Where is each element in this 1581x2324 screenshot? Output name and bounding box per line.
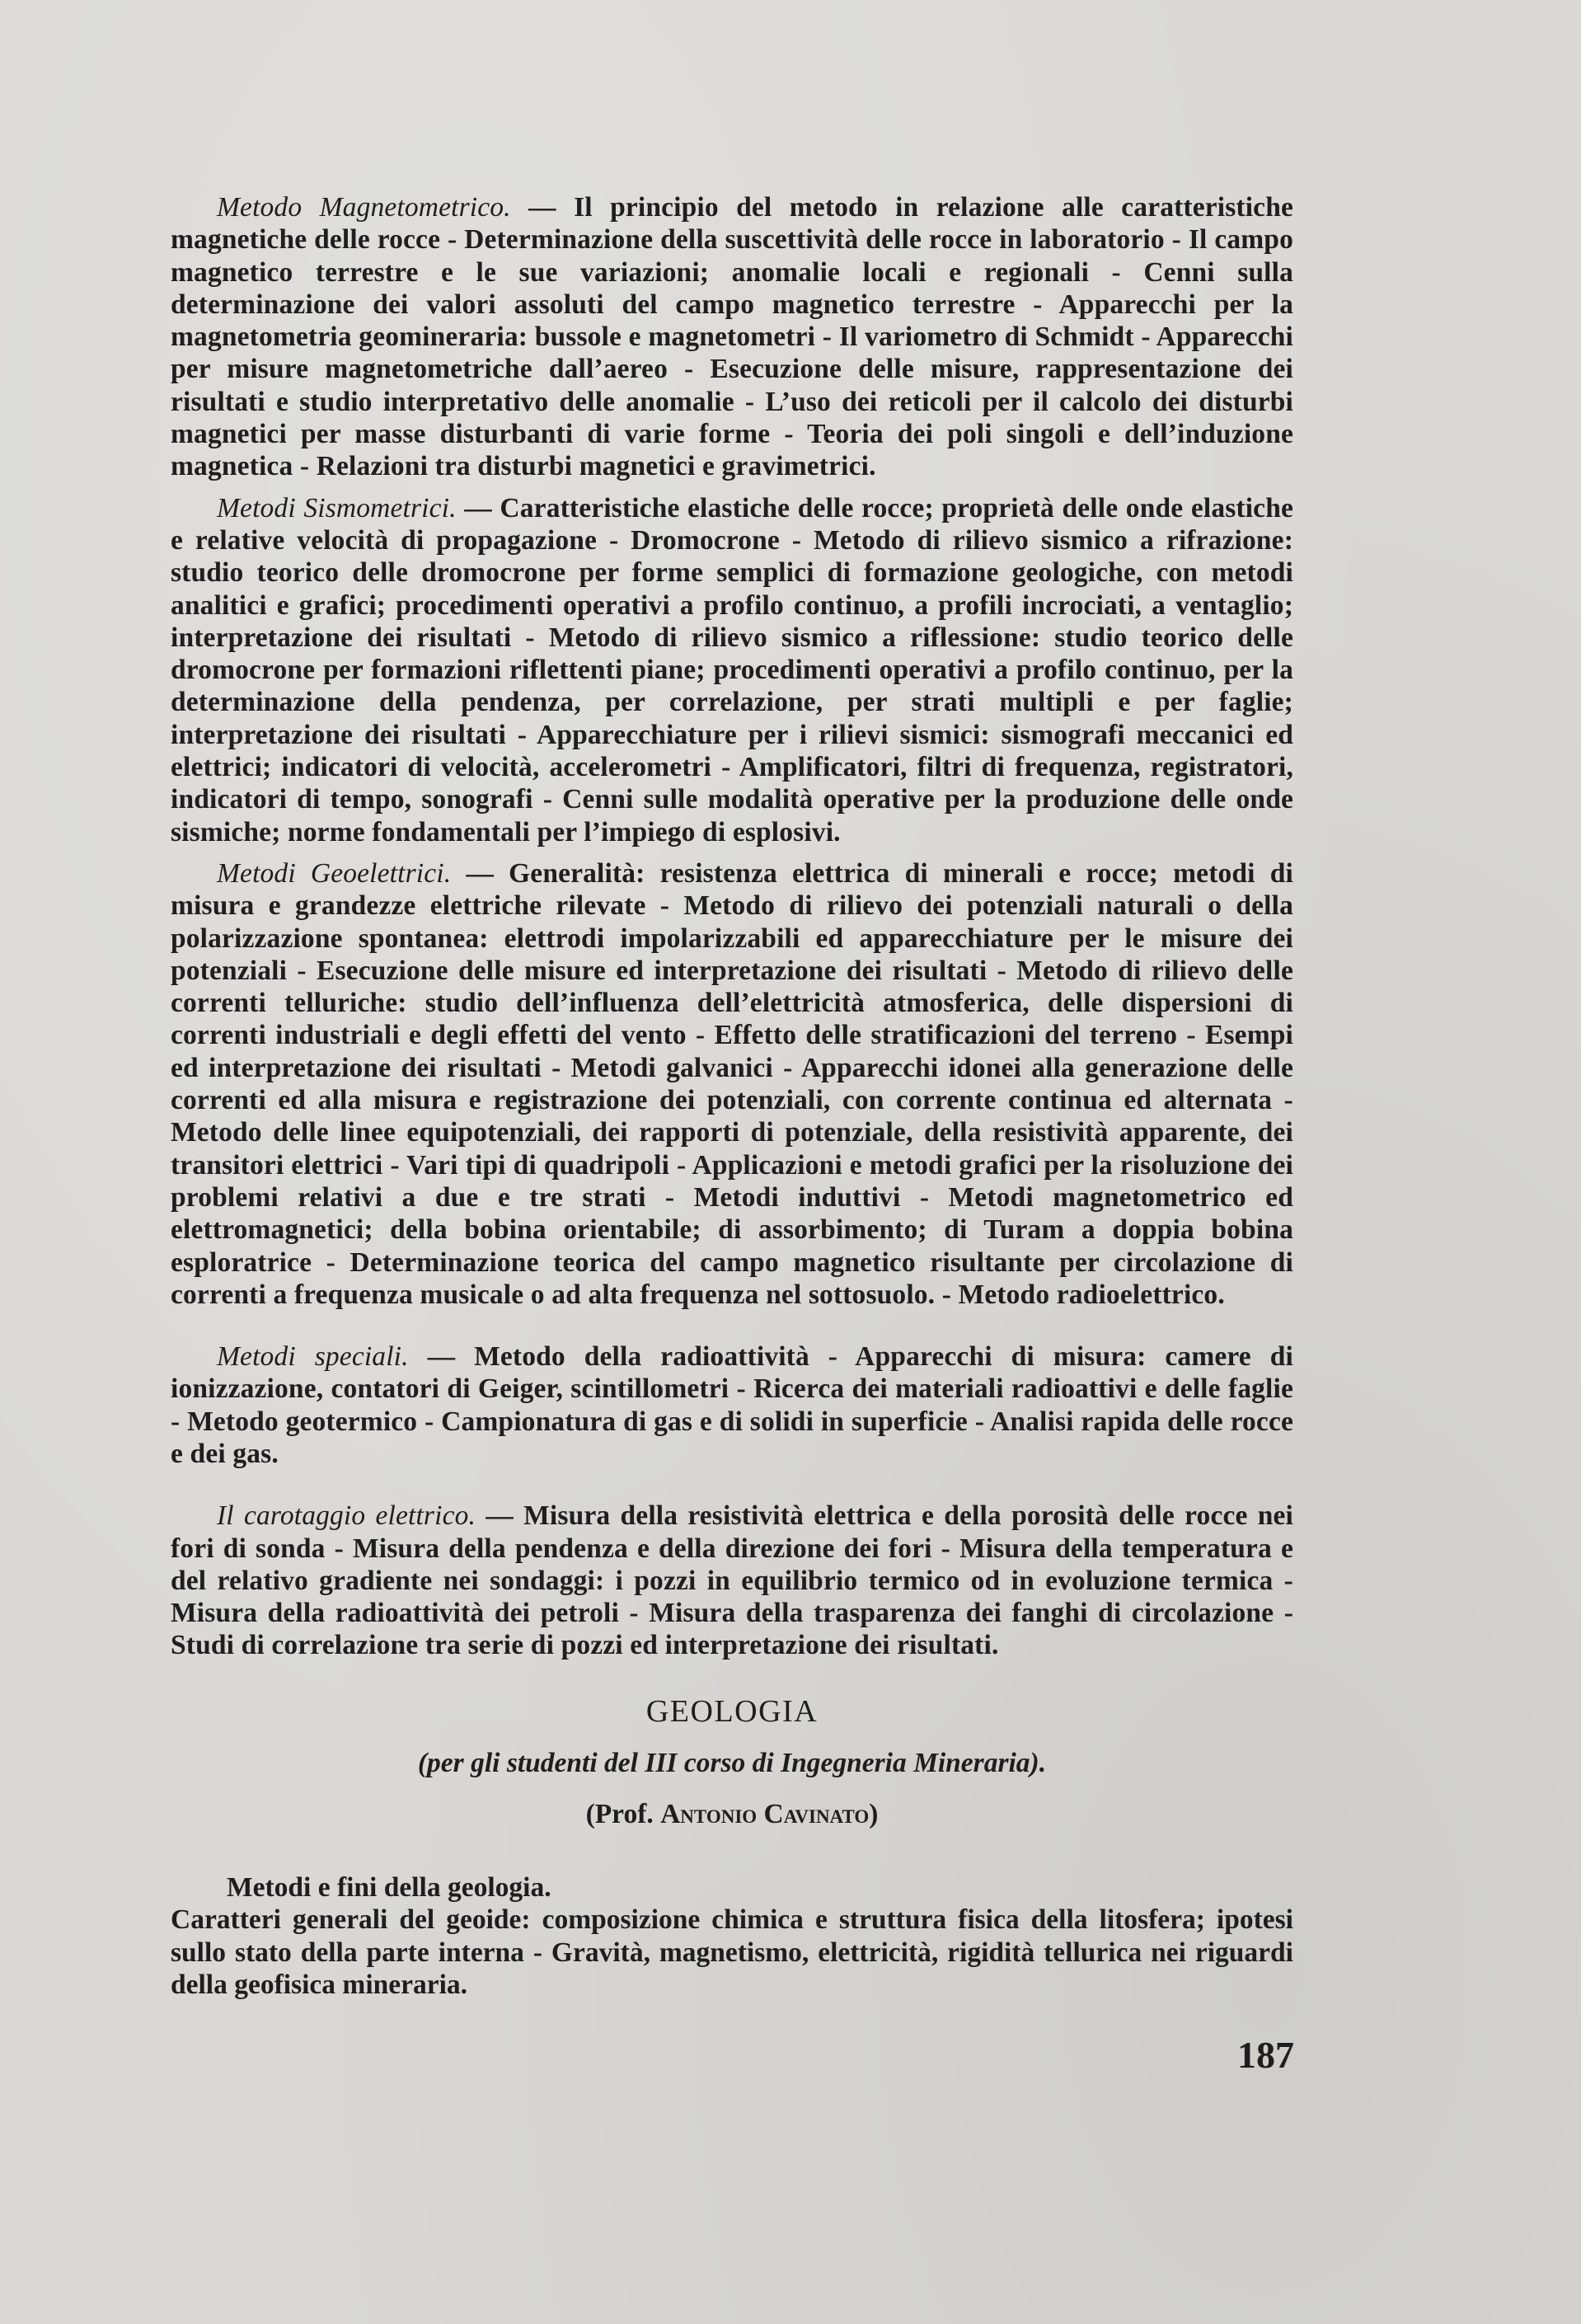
paragraph-carotaggio	[171, 1500, 1293, 1661]
paragraph-heading: Metodi Sismometrici.	[217, 492, 457, 523]
professor-close: )	[869, 1799, 879, 1829]
page-number: 187	[1237, 2034, 1294, 2076]
geologia-line-1: Metodi e fini della geologia.	[227, 1872, 551, 1903]
paragraph-heading: Metodi speciali.	[217, 1341, 409, 1373]
paragraph-body: — Caratteristiche elastiche delle rocce; proprietà delle onde elastiche e relative velocità di propagazione - Dromocrone - Metodo di rilievo sismico a rifrazione: studio teorico delle dromocrone per forme semplici di formazione geologiche, con metodi analitici e grafici; procedimenti operativi a profilo continuo, a profili incrociati, a ventaglio; interpretazione dei risultati - Metodo di rilievo sismico a riflessione: studio teorico delle dromocrone per formazioni riflettenti piane; procedimenti operativi a profilo continuo, per la determinazione della pendenza, per correlazione, per strati multipli e per faglie; interpretazione dei risultati - Apparecchiature per i rilievi sismici: sismografi meccanici ed elettrici; indicatori di velocità, accelerometri - Amplificatori, filtri di frequenza, registratori, indicatori di tempo, sonografi - Cenni sulle modalità operative per la produzione delle onde sismiche; norme fondamentali per l’impiego di esplosivi.	[171, 492, 1293, 847]
professor-open: (Prof.	[585, 1799, 661, 1829]
paragraph-body: — Misura della resistività elettrica e della porosità delle rocce nei fori di sonda - Misura della pendenza e della direzione dei fori - Misura della temperatura e del relativo gradiente nei sondaggi: i pozzi in equilibrio termico od in evoluzione termica - Misura della radioattività dei petroli - Misura della trasparenza dei fanghi di circolazione - Studi di correlazione tra serie di pozzi ed interpretazione dei risultati.	[171, 1500, 1293, 1661]
paragraph-body: — Metodo della radioattività - Apparecchi di misura: camere di ionizzazione, contatori di Geiger, scintillometri - Ricerca dei materiali radioattivi e delle faglie - Metodo geotermico - Campionatura di gas e di solidi in superficie - Analisi rapida delle rocce e dei gas.	[171, 1341, 1293, 1469]
professor-line	[171, 1799, 1293, 1830]
geologia-text	[171, 1871, 1293, 2001]
section-subtitle: (per gli studenti del III corso di Ingegneria Mineraria).	[417, 1748, 1047, 1778]
paragraph-magnetometrico	[171, 191, 1293, 483]
paragraph-body: — Generalità: resistenza elettrica di minerali e rocce; metodi di misura e grandezze elettriche rilevate - Metodo di rilievo dei potenziali naturali o della polarizzazione spontanea: elettrodi impolarizzabili ed apparecchiature per le misure dei potenziali - Esecuzione delle misure ed interpretazione dei risultati - Metodo di rilievo delle correnti telluriche: studio dell’influenza dell’elettricità atmosferica, delle dispersioni di correnti industriali e degli effetti del vento - Effetto delle stratificazioni del terreno - Esempi ed interpretazione dei risultati - Metodi galvanici - Apparecchi idonei alla generazione delle correnti ed alla misura e registrazione dei potenziali, con corrente continua ed alternata - Metodo delle linee equipotenziali, dei rapporti di potenziale, della resistività apparente, dei transitori elettrici - Vari tipi di quadripoli - Applicazioni e metodi grafici per la risoluzione dei problemi relativi a due e tre strati - Metodi induttivi - Metodi magnetometrico ed elettromagnetici; della bobina orientabile; di assorbimento; di Turam a doppia bobina esploratrice - Determinazione teorica del campo magnetico risultante per circolazione di correnti a frequenza musicale o ad alta frequenza nel sottosuolo. - Metodo radioelettrico.	[171, 857, 1293, 1310]
section-title: GEOLOGIA	[645, 1694, 819, 1729]
paragraph-heading: Metodo Magnetometrico.	[217, 192, 511, 223]
paragraph-body: — Il principio del metodo in relazione alle caratteristiche magnetiche delle rocce - Determinazione della suscettività delle rocce in laboratorio - Il campo magnetico terrestre e le sue variazioni; anomalie locali e regionali - Cenni sulla determinazione dei valori assoluti del campo magnetico terrestre - Apparecchi per la magnetometria geomineraria: bussole e magnetometri - Il variometro di Schmidt - Apparecchi per misure magnetometriche dall’aereo - Esecuzione delle misure, rappresentazione dei risultati e studio interpretativo delle anomalie - L’uso dei reticoli per il calcolo dei disturbi magnetici per masse disturbanti di varie forme - Teoria dei poli singoli e dell’induzione magnetica - Relazioni tra disturbi magnetici e gravimetrici.	[171, 192, 1293, 482]
geologia-line-2: Caratteri generali del geoide: composizione chimica e struttura fisica della litosfera; ipotesi sullo stato della parte interna - Gravità, magnetismo, elettricità, rigidità tellurica nei riguardi della geofisica mineraria.	[171, 1904, 1293, 2000]
paragraph-geoelettrici	[171, 857, 1293, 1311]
paragraph-speciali	[171, 1340, 1293, 1470]
professor-name: Antonio Cavinato	[660, 1799, 870, 1829]
paragraph-heading: Il carotaggio elettrico.	[217, 1500, 476, 1532]
paragraph-heading: Metodi Geoelettrici.	[217, 857, 452, 889]
paragraph-sismometrici	[171, 492, 1293, 848]
syllabus-text	[171, 191, 1293, 1662]
